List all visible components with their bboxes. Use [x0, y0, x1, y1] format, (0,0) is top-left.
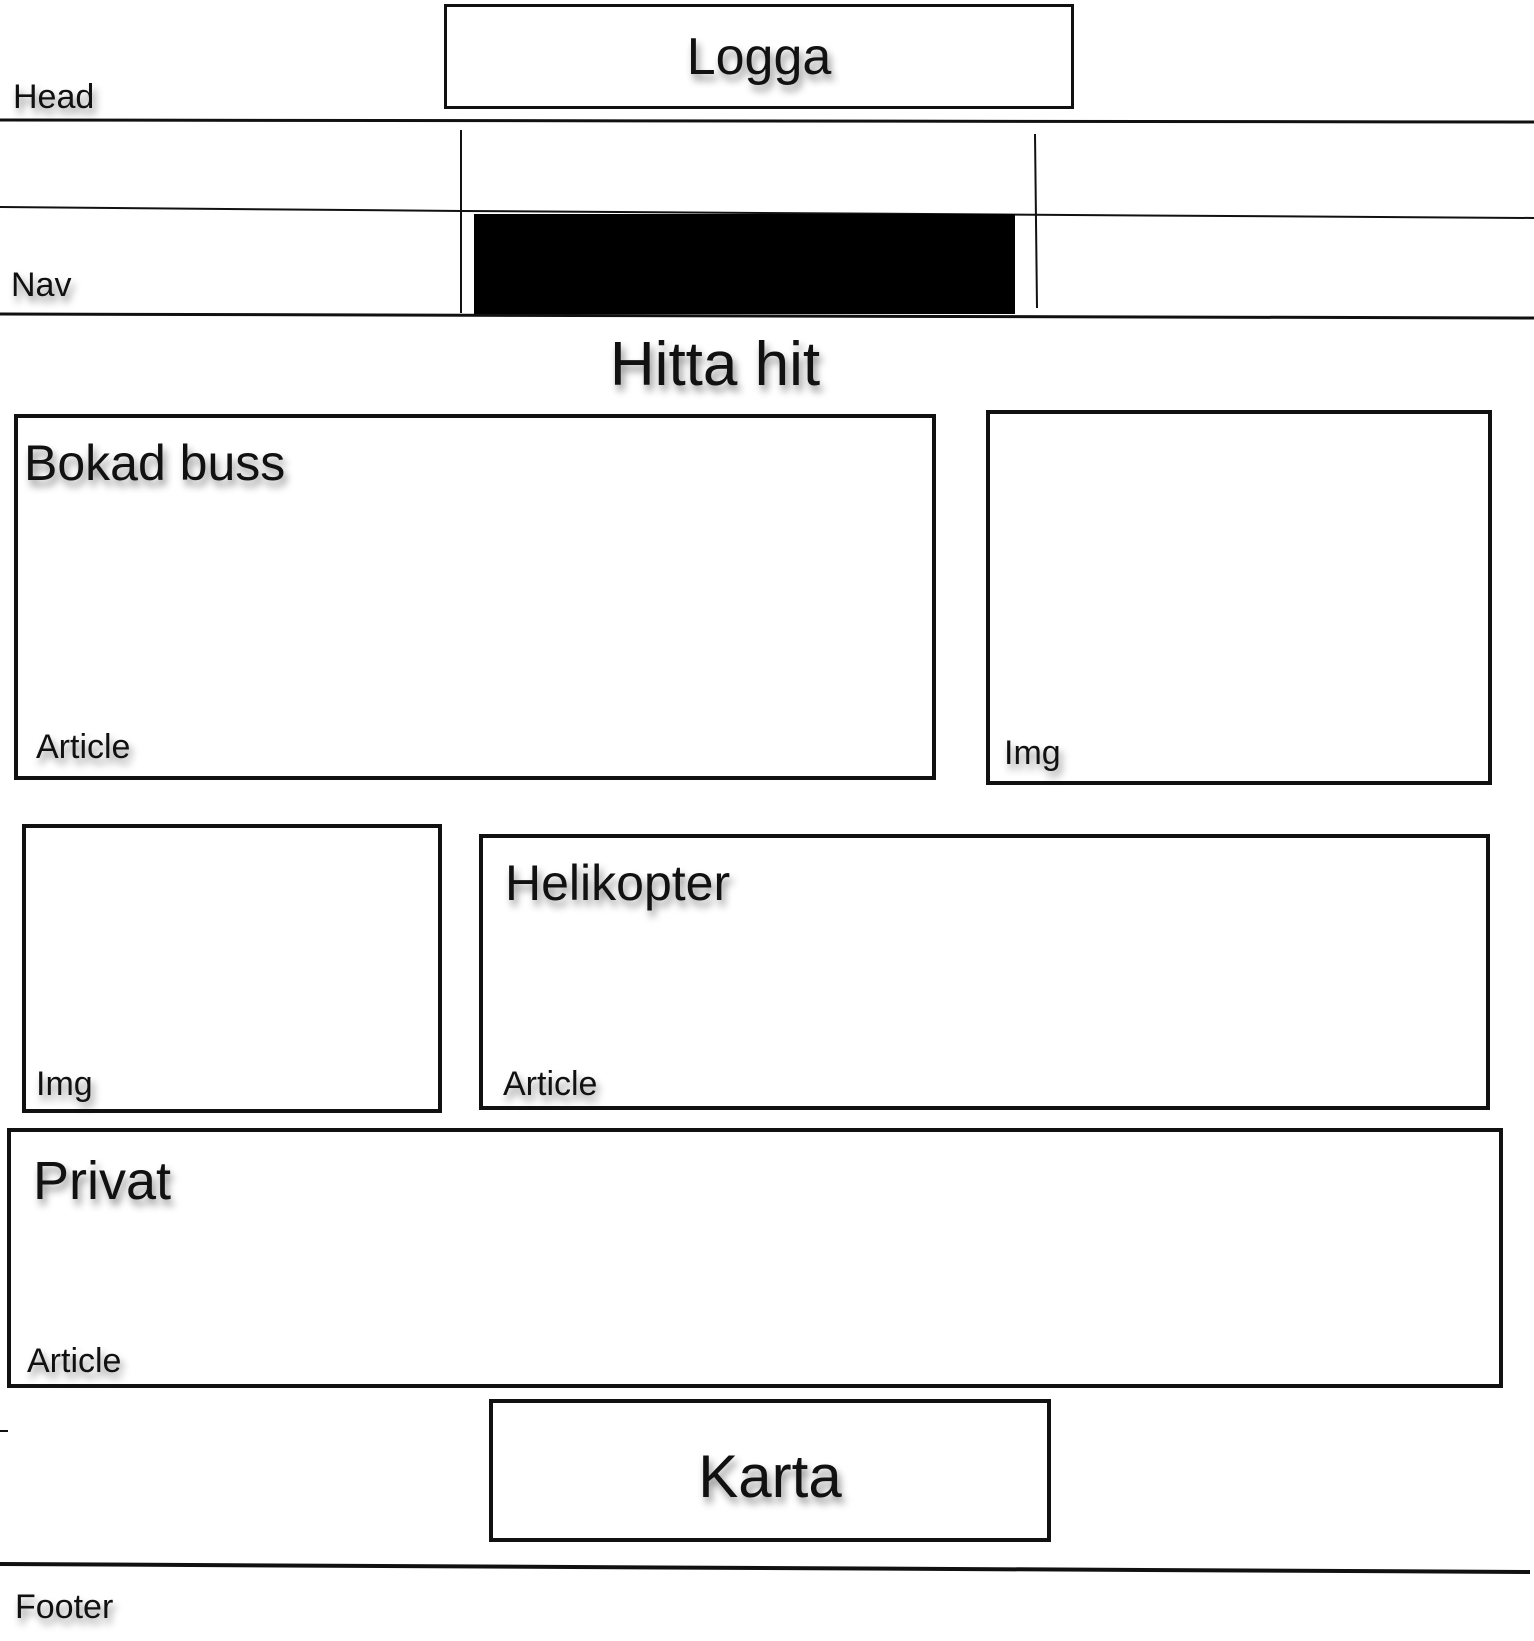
- article-title-bokad-buss: Bokad buss: [24, 435, 286, 491]
- map-label: Karta: [698, 1443, 842, 1510]
- article-tag: Article: [36, 728, 131, 766]
- nav-divider-right: [1035, 134, 1037, 308]
- article-title-helikopter: Helikopter: [505, 855, 731, 911]
- logo-box[interactable]: [444, 4, 1074, 109]
- img-tag: Img: [36, 1065, 93, 1103]
- nav-upper-line-left: [0, 207, 462, 211]
- footer-divider: [0, 1564, 1530, 1572]
- article-helikopter: [479, 834, 1490, 1110]
- map-box[interactable]: [489, 1399, 1051, 1542]
- image-placeholder-1: [986, 410, 1492, 785]
- image-placeholder-2: [22, 824, 442, 1113]
- nav-divider-bottom: [0, 314, 1534, 318]
- page-title: Hitta hit: [609, 330, 821, 399]
- article-tag: Article: [27, 1342, 122, 1380]
- nav-active-item[interactable]: [474, 214, 1015, 314]
- article-privat: [7, 1128, 1503, 1388]
- article-tag: Article: [503, 1065, 598, 1103]
- img-tag: Img: [1004, 734, 1061, 772]
- logo-label: Logga: [686, 28, 832, 86]
- head-section-label: Head: [13, 78, 95, 116]
- article-bokad-buss: [14, 414, 936, 780]
- article-title-privat: Privat: [33, 1151, 172, 1211]
- nav-section-label: Nav: [11, 266, 72, 304]
- header-divider: [0, 120, 1534, 122]
- footer-section-label: Footer: [15, 1588, 114, 1626]
